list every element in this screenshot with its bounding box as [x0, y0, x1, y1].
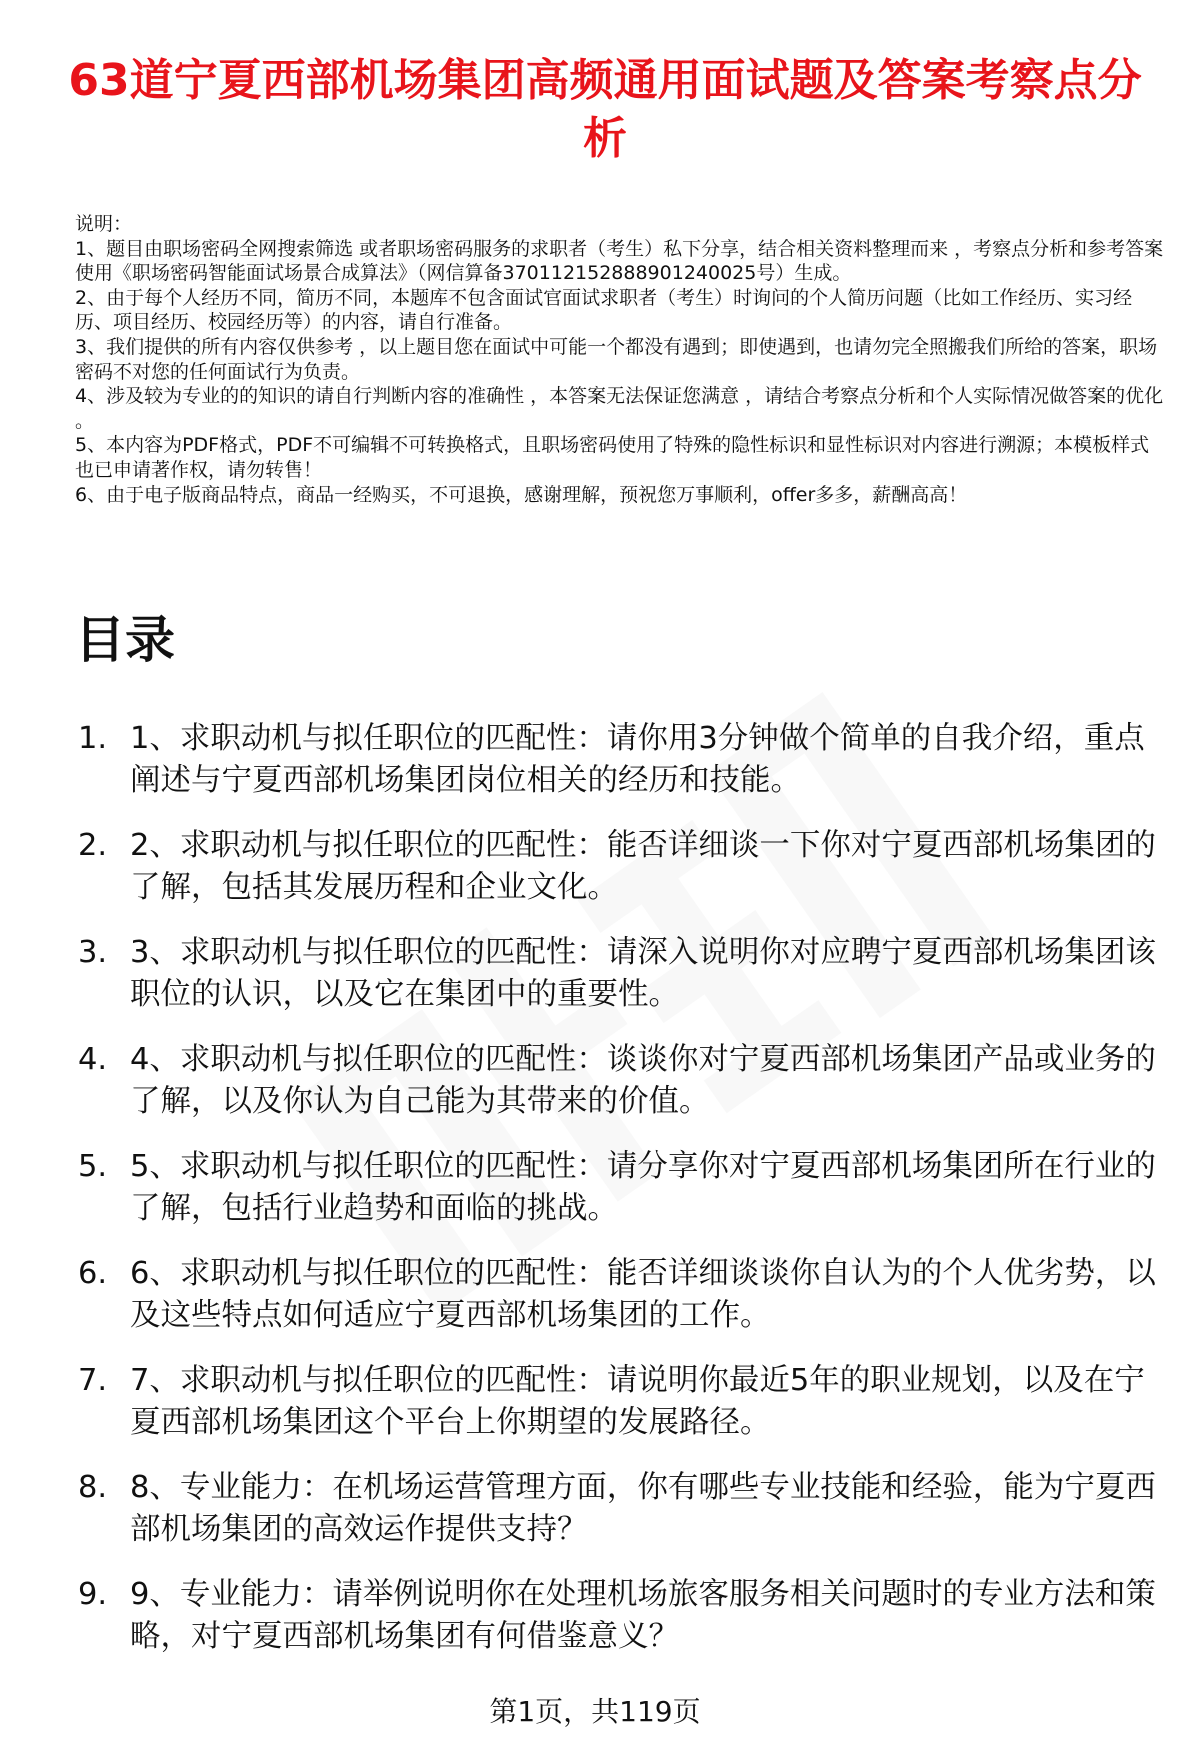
toc-item-text: 9、专业能力：请举例说明你在处理机场旅客服务相关问题时的专业方法和策略，对宁夏西部机场集团有何借鉴意义？: [130, 1577, 1156, 1654]
toc-item-text: 8、专业能力：在机场运营管理方面，你有哪些专业技能和经验，能为宁夏西部机场集团的高效运作提供支持？: [130, 1470, 1156, 1547]
toc-item[interactable]: [78, 1253, 1168, 1337]
note-item: 1、题目由职场密码全网搜索筛选 或者职场密码服务的求职者（考生）私下分享，结合相关资料整理而来 ，考察点分析和参考答案使用《职场密码智能面试场景合成算法》（网信算备370112152888901240025号）生成。: [75, 237, 1164, 285]
toc-item-text: 2、求职动机与拟任职位的匹配性：能否详细谈一下你对宁夏西部机场集团的了解，包括其发展历程和企业文化。: [130, 828, 1156, 905]
toc-item[interactable]: [78, 718, 1168, 802]
note-item: 2、由于每个人经历不同，简历不同，本题库不包含面试官面试求职者（考生）时询问的个人简历问题（比如工作经历、实习经历、项目经历、校园经历等）的内容，请自行准备。: [75, 286, 1133, 334]
toc-item-number: 5.: [78, 1149, 108, 1184]
table-of-contents: [78, 718, 1168, 1681]
toc-item[interactable]: [78, 1574, 1168, 1658]
notes-heading: 说明：: [75, 213, 133, 235]
toc-item-number: 9.: [78, 1577, 108, 1612]
toc-item[interactable]: [78, 1146, 1168, 1230]
page-footer: 第1页，共119页: [489, 1695, 701, 1728]
toc-item-text: 3、求职动机与拟任职位的匹配性：请深入说明你对应聘宁夏西部机场集团该职位的认识，以及它在集团中的重要性。: [130, 935, 1156, 1012]
toc-item-text: 7、求职动机与拟任职位的匹配性：请说明你最近5年的职业规划，以及在宁夏西部机场集团这个平台上你期望的发展路径。: [130, 1363, 1145, 1440]
note-item: 5、本内容为PDF格式，PDF不可编辑不可转换格式，且职场密码使用了特殊的隐性标识和显性标识对内容进行溯源；本模板样式也已申请著作权，请勿转售！: [75, 434, 1150, 481]
toc-heading: 目录: [75, 611, 175, 669]
notes-section: [75, 212, 1165, 507]
note-item: 6、由于电子版商品特点，商品一经购买，不可退换，感谢理解，预祝您万事顺利，offer多多，薪酬高高！: [75, 483, 968, 506]
toc-item-number: 4.: [78, 1042, 108, 1077]
toc-item[interactable]: [78, 825, 1168, 909]
toc-item[interactable]: [78, 1360, 1168, 1444]
toc-item-text: 6、求职动机与拟任职位的匹配性：能否详细谈谈你自认为的个人优劣势，以及这些特点如何适应宁夏西部机场集团的工作。: [130, 1256, 1156, 1333]
toc-item-number: 7.: [78, 1363, 108, 1398]
toc-item-number: 1.: [78, 721, 108, 756]
toc-item-number: 6.: [78, 1256, 108, 1291]
toc-item-number: 3.: [78, 935, 108, 970]
toc-item[interactable]: [78, 1039, 1168, 1123]
toc-item[interactable]: [78, 932, 1168, 1016]
toc-item-number: 2.: [78, 828, 108, 863]
toc-item-number: 8.: [78, 1470, 108, 1505]
note-item: 3、我们提供的所有内容仅供参考 ，以上题目您在面试中可能一个都没有遇到；即使遇到，也请勿完全照搬我们所给的答案，职场密码不对您的任何面试行为负责。: [75, 335, 1158, 383]
toc-item-text: 5、求职动机与拟任职位的匹配性：请分享你对宁夏西部机场集团所在行业的了解，包括行业趋势和面临的挑战。: [130, 1149, 1156, 1226]
toc-item-text: 1、求职动机与拟任职位的匹配性：请你用3分钟做个简单的自我介绍，重点阐述与宁夏西部机场集团岗位相关的经历和技能。: [130, 721, 1145, 798]
document-title: 63道宁夏西部机场集团高频通用面试题及答案考察点分析: [68, 55, 1142, 164]
toc-item-text: 4、求职动机与拟任职位的匹配性：谈谈你对宁夏西部机场集团产品或业务的了解，以及你认为自己能为其带来的价值。: [130, 1042, 1156, 1119]
note-item: 4、涉及较为专业的的知识的请自行判断内容的准确性 ，本答案无法保证您满意 ，请结合考察点分析和个人实际情况做答案的优化 。: [75, 385, 1164, 432]
toc-item[interactable]: [78, 1467, 1168, 1551]
